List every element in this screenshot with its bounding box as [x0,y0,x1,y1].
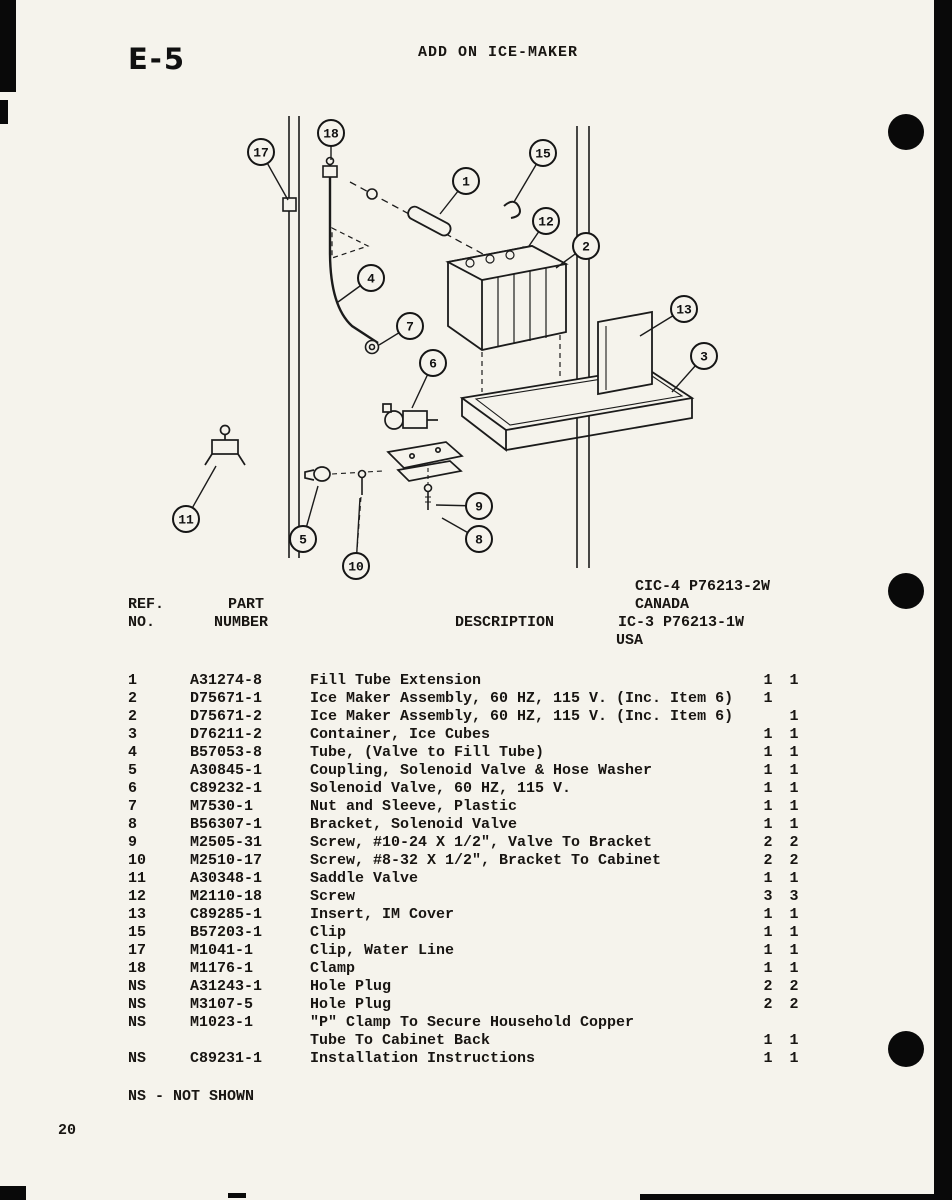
saddle-valve [205,426,245,466]
table-row [128,852,828,870]
cell-description: Clamp [310,960,356,977]
cell-qty-canada: 1 [763,1032,773,1049]
cell-qty-usa: 1 [789,924,799,941]
cell-qty-canada: 1 [763,816,773,833]
cell-part-number: D75671-2 [190,708,263,725]
callout-17 [248,139,274,165]
cell-ref-no: 2 [128,708,138,725]
cell-part-number: A30348-1 [190,870,263,887]
cell-qty-usa: 1 [789,780,799,797]
cell-qty-canada: 2 [763,978,773,995]
coupling-dash [332,471,383,474]
cell-qty-canada: 1 [763,924,773,941]
cell-ref-no: 18 [128,960,147,977]
cell-qty-canada: 1 [763,960,773,977]
cell-part-number: M1176-1 [190,960,254,977]
not-shown-footnote: NS - NOT SHOWN [128,1088,255,1105]
table-row [128,978,828,996]
model-canada-number: CIC-4 P76213-2W [635,578,771,595]
callout-15 [530,140,556,166]
cell-ref-no [128,1032,190,1050]
cell-qty-canada: 2 [763,996,773,1013]
cell-description: Screw, #10-24 X 1/2", Valve To Bracket [310,834,653,851]
cell-part-number: M1041-1 [190,942,254,959]
im-cover-insert [598,312,652,394]
header-number: NUMBER [214,614,269,631]
water-line-clip-part [283,198,296,211]
cell-qty-canada [755,1014,781,1032]
cell-description: Tube, (Valve to Fill Tube) [310,744,545,761]
cell-ref-no: 3 [128,726,138,743]
cell-part-number: A31274-8 [190,672,263,689]
cell-ref-no: 6 [128,780,138,797]
cell-ref-no: 1 [128,672,138,689]
cell-description: Container, Ice Cubes [310,726,491,743]
cell-description: Hole Plug [310,996,392,1013]
table-row [128,1032,828,1050]
table-row [128,672,828,690]
scan-artifact-left-mid [0,100,8,124]
cell-part-number: B57053-8 [190,744,263,761]
cell-qty-usa [781,1014,807,1032]
cell-qty-usa: 2 [789,852,799,869]
cell-qty-usa: 2 [789,978,799,995]
cell-description: Tube To Cabinet Back [310,1032,491,1049]
table-row [128,996,828,1014]
callout-3 [691,343,717,369]
cell-qty-canada: 1 [763,1050,773,1067]
cell-ref-no: 10 [128,852,147,869]
callout-number: 13 [676,302,692,318]
callout-number: 18 [323,126,339,142]
header-no: NO. [128,614,156,631]
table-row [128,1050,828,1068]
cell-description: Installation Instructions [310,1050,536,1067]
cell-ref-no: NS [128,978,147,995]
punch-hole-top [888,114,924,150]
cell-ref-no: 7 [128,798,138,815]
cell-qty-usa: 1 [789,762,799,779]
table-row [128,960,828,978]
page-number: 20 [58,1122,77,1139]
table-row [128,888,828,906]
fill-tube-part [406,205,453,238]
cell-part-number: C89232-1 [190,780,263,797]
callout-13 [671,296,697,322]
cell-qty-canada: 1 [763,672,773,689]
callout-number: 12 [538,214,554,230]
table-row [128,942,828,960]
cell-ref-no: NS [128,1050,147,1067]
callout-number: 15 [535,146,551,162]
callout-number: 6 [429,356,437,372]
table-row [128,726,828,744]
cell-qty-usa: 3 [789,888,799,905]
cell-ref-no: 8 [128,816,138,833]
callout-number: 17 [253,145,269,161]
cell-part-number: A31243-1 [190,978,263,995]
callout-7 [397,313,423,339]
cell-qty-usa: 1 [789,798,799,815]
cell-qty-canada: 1 [763,780,773,797]
callout-number: 1 [462,174,470,190]
model-usa-number: IC-3 P76213-1W [618,614,745,631]
cell-qty-usa: 1 [789,1032,799,1049]
callout-number: 4 [367,271,375,287]
callout-number: 8 [475,532,483,548]
cell-description: Clip [310,924,347,941]
punch-hole-bottom [888,1031,924,1067]
callout-8 [466,526,492,552]
screw-9-part [425,485,432,511]
cell-ref-no: 12 [128,888,147,905]
cell-description: Ice Maker Assembly, 60 HZ, 115 V. (Inc. Item 6) [310,708,734,725]
cell-qty-canada: 1 [763,942,773,959]
cell-ref-no: 4 [128,744,138,761]
cell-qty-usa: 1 [789,870,799,887]
punch-hole-middle [888,573,924,609]
callout-number: 11 [178,512,194,528]
cell-qty-canada: 3 [763,888,773,905]
cell-description: Bracket, Solenoid Valve [310,816,518,833]
cell-description: Insert, IM Cover [310,906,455,923]
table-row [128,870,828,888]
callout-number: 3 [700,349,708,365]
callout-1 [453,168,479,194]
cell-description: Solenoid Valve, 60 HZ, 115 V. [310,780,572,797]
cell-description: "P" Clamp To Secure Household Copper [310,1014,635,1031]
callout-12 [533,208,559,234]
callout-5 [290,526,316,552]
clip-part [504,202,520,218]
table-row [128,816,828,834]
cell-qty-canada: 2 [763,852,773,869]
cell-qty-usa: 1 [789,1050,799,1067]
scan-artifact-right-strip [934,0,952,1200]
cell-qty-usa: 1 [789,708,799,725]
cell-ref-no: 5 [128,762,138,779]
cell-qty-usa: 1 [789,672,799,689]
ice-cube-container [462,368,692,450]
cell-part-number: M2505-31 [190,834,263,851]
cell-ref-no: 13 [128,906,147,923]
table-row [128,834,828,852]
cell-description: Saddle Valve [310,870,419,887]
cell-ref-no: 15 [128,924,147,941]
table-row [128,744,828,762]
callout-2 [573,233,599,259]
header-ref: REF. [128,596,165,613]
cell-ref-no: NS [128,996,147,1013]
cell-part-number: D75671-1 [190,690,263,707]
coupling-part [305,467,330,481]
cell-description: Fill Tube Extension [310,672,482,689]
scan-artifact-bottom-dot [228,1193,246,1198]
cell-qty-canada: 2 [763,834,773,851]
cell-part-number: C89231-1 [190,1050,263,1067]
model-usa-label: USA [616,632,644,649]
section-label: E-5 [128,42,187,76]
table-row [128,1014,828,1032]
clamp-part [323,158,337,178]
callout-9 [466,493,492,519]
cell-part-number: B57203-1 [190,924,263,941]
cell-part-number: C89285-1 [190,906,263,923]
callout-number: 9 [475,499,483,515]
callout-number: 7 [406,319,414,335]
header-description: DESCRIPTION [455,614,555,631]
ice-maker-assembly [448,246,566,350]
fitting-part [367,189,377,199]
table-row [128,708,828,726]
cell-qty-canada: 1 [763,906,773,923]
cell-qty-canada: 1 [763,798,773,815]
callout-number: 2 [582,239,590,255]
callout-number: 5 [299,532,307,548]
parts-table [128,672,828,1068]
table-row [128,780,828,798]
cell-qty-canada: 1 [763,870,773,887]
cell-description: Clip, Water Line [310,942,455,959]
cell-qty-usa: 1 [789,942,799,959]
model-canada-label: CANADA [635,596,690,613]
cell-qty-canada: 1 [763,744,773,761]
cell-ref-no: 11 [128,870,147,887]
cell-ref-no: NS [128,1014,147,1031]
cell-description: Ice Maker Assembly, 60 HZ, 115 V. (Inc. Item 6) [310,690,734,707]
cell-part-number: B56307-1 [190,816,263,833]
cell-part-number [190,1032,310,1050]
cell-qty-usa: 1 [789,906,799,923]
table-row [128,690,828,708]
cell-part-number: A30845-1 [190,762,263,779]
cell-qty-canada: 1 [763,726,773,743]
cell-part-number: M2510-17 [190,852,263,869]
cell-qty-usa: 1 [789,816,799,833]
cell-description: Coupling, Solenoid Valve & Hose Washer [310,762,653,779]
cell-part-number: M7530-1 [190,798,254,815]
callout-18 [318,120,344,146]
cell-description: Nut and Sleeve, Plastic [310,798,518,815]
cabinet-panel-lines [289,116,589,568]
callout-6 [420,350,446,376]
cell-qty-canada [755,708,781,726]
cell-part-number: M2110-18 [190,888,263,905]
callout-number: 10 [348,559,364,575]
callout-4 [358,265,384,291]
solenoid-valve [383,404,438,429]
scan-artifact-left-top [0,0,16,92]
cell-description: Screw [310,888,356,905]
screw-10-part [359,471,366,496]
cell-ref-no: 17 [128,942,147,959]
scan-artifact-bottom-left [0,1186,26,1200]
valve-bracket [388,442,462,481]
cell-qty-usa: 1 [789,726,799,743]
table-row [128,924,828,942]
cell-qty-usa: 2 [789,996,799,1013]
header-part: PART [228,596,265,613]
cell-qty-usa [781,690,807,708]
nut-sleeve-part [366,341,379,354]
table-row [128,762,828,780]
cell-part-number: M1023-1 [190,1014,254,1031]
callout-11 [173,506,199,532]
cell-part-number: D76211-2 [190,726,263,743]
callout-10 [343,553,369,579]
table-row [128,798,828,816]
cell-part-number: M3107-5 [190,996,254,1013]
cell-description: Hole Plug [310,978,392,995]
cell-ref-no: 2 [128,690,138,707]
cell-qty-canada: 1 [763,690,773,707]
cell-ref-no: 9 [128,834,138,851]
cell-qty-usa: 1 [789,744,799,761]
cell-qty-usa: 1 [789,960,799,977]
cell-qty-usa: 2 [789,834,799,851]
page-title: ADD ON ICE-MAKER [418,44,579,61]
cell-qty-canada: 1 [763,762,773,779]
table-row [128,906,828,924]
cell-description: Screw, #8-32 X 1/2", Bracket To Cabinet [310,852,662,869]
scan-artifact-bottom-right [640,1194,952,1200]
